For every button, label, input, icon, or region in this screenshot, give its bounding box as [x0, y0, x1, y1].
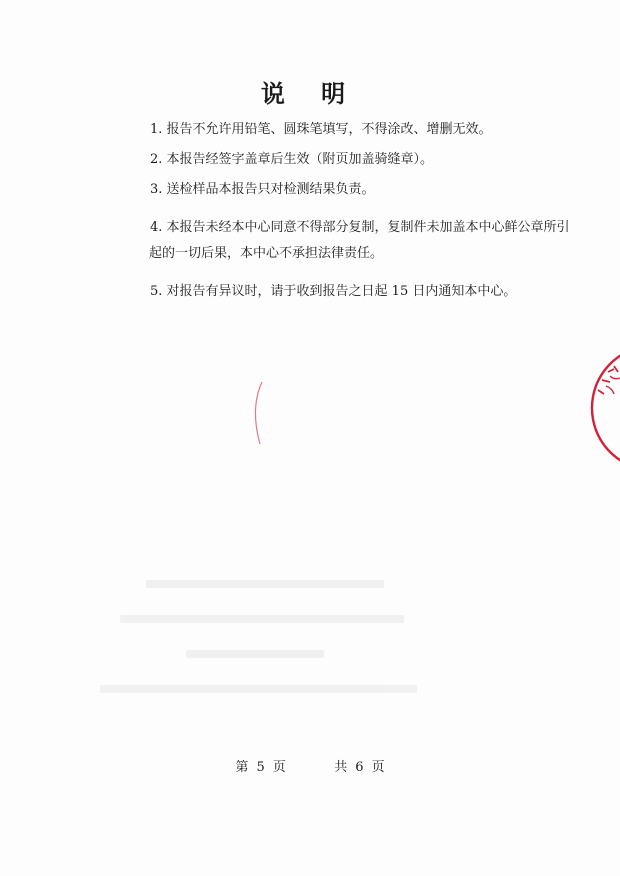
notice-item-1-text: 1. 报告不允许用铅笔、圆珠笔填写，不得涂改、增删无效。: [150, 122, 492, 137]
page-number: 5: [256, 760, 265, 775]
page-footer: [0, 756, 620, 775]
notice-item-1: [150, 118, 590, 142]
total-label: 页: [371, 760, 385, 775]
page-title: 说 明: [260, 79, 360, 108]
notice-item-4: [150, 216, 590, 240]
page-label: 页: [272, 760, 286, 775]
notice-item-2: [150, 148, 590, 172]
notice-item-5: [150, 280, 590, 304]
notice-item-4-text-line1: 4. 本报告未经本中心同意不得部分复制，复制件未加盖本中心鲜公章所引: [150, 220, 570, 235]
ink-arc-mark: [248, 378, 268, 448]
notice-item-3: [150, 178, 590, 202]
notice-item-5-text: 5. 对报告有异议时，请于收到报告之日起 15 日内通知本中心。: [150, 284, 517, 299]
notice-item-4-text-line2: 起的一切后果，本中心不承担法律责任。: [149, 246, 384, 261]
bleed-through-marks: [100, 580, 430, 760]
page-prefix: 第: [235, 760, 249, 775]
notice-item-4-continuation: [149, 242, 589, 266]
total-prefix: 共: [334, 760, 348, 775]
red-seal-stamp: [562, 342, 620, 474]
notice-item-3-text: 3. 送检样品本报告只对检测结果负责。: [150, 182, 375, 197]
notice-item-2-text: 2. 本报告经签字盖章后生效（附页加盖骑缝章）。: [150, 152, 434, 167]
total-pages: 6: [355, 760, 364, 775]
